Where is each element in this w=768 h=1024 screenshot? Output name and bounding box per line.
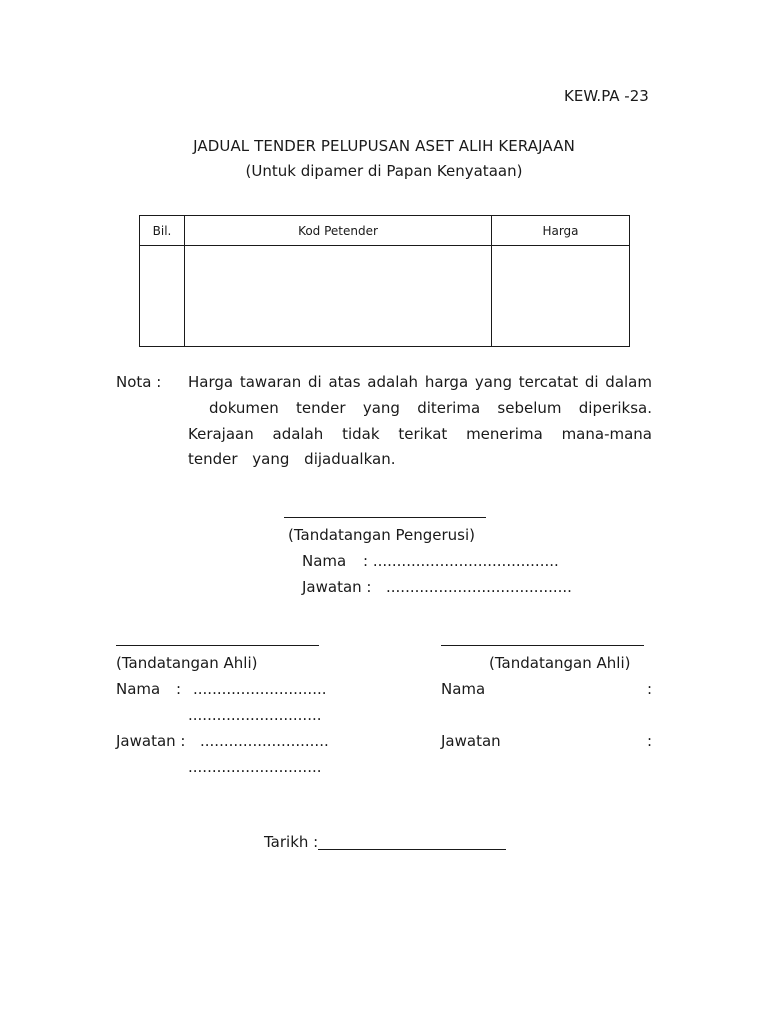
ahli-left-nama-colon: :	[176, 680, 182, 698]
nota-line-4: tender yang dijadualkan.	[188, 450, 396, 468]
document-title: JADUAL TENDER PELUPUSAN ASET ALIH KERAJAAN	[193, 137, 575, 155]
table-row	[140, 246, 630, 347]
ahli-left-nama-field-cont[interactable]: ............................	[188, 706, 322, 724]
ahli-left-jawatan-label: Jawatan :	[116, 732, 186, 750]
signature-line-pengerusi	[284, 517, 486, 518]
form-code: KEW.PA -23	[564, 87, 649, 105]
table-cell-kod-petender[interactable]	[185, 246, 492, 347]
ahli-left-nama-label: Nama	[116, 680, 161, 698]
table-cell-bil[interactable]	[140, 246, 185, 347]
signature-caption-pengerusi: (Tandatangan Pengerusi)	[288, 526, 476, 544]
ahli-left-nama-field[interactable]: ............................	[193, 680, 327, 698]
nota-line-1: Harga tawaran di atas adalah harga yang tercatat di dalam	[188, 373, 652, 391]
column-header-bil: Bil.	[140, 216, 185, 246]
ahli-right-jawatan-colon: :	[647, 732, 653, 750]
pengerusi-nama-field[interactable]: : .......................................	[363, 552, 559, 570]
document-subtitle: (Untuk dipamer di Papan Kenyataan)	[245, 162, 523, 180]
nota-line-3: Kerajaan adalah tidak terikat menerima mana-mana	[188, 425, 652, 443]
ahli-right-jawatan-label: Jawatan	[441, 732, 501, 750]
nota-label: Nota :	[116, 373, 162, 391]
tender-table	[139, 215, 630, 347]
signature-caption-ahli-left: (Tandatangan Ahli)	[116, 654, 258, 672]
column-header-harga: Harga	[492, 216, 630, 246]
ahli-left-jawatan-field-cont[interactable]: ............................	[188, 758, 322, 776]
signature-line-ahli-right	[441, 645, 644, 646]
signature-caption-ahli-right: (Tandatangan Ahli)	[489, 654, 631, 672]
ahli-right-nama-label: Nama	[441, 680, 486, 698]
ahli-left-jawatan-field[interactable]: ...........................	[200, 732, 329, 750]
pengerusi-jawatan-label: Jawatan :	[302, 578, 372, 596]
tarikh-label: Tarikh :	[264, 833, 319, 851]
pengerusi-jawatan-field[interactable]: .......................................	[386, 578, 572, 596]
table-header-row	[140, 216, 630, 246]
nota-line-2: dokumen tender yang diterima sebelum diperiksa.	[209, 399, 652, 417]
ahli-right-nama-colon: :	[647, 680, 653, 698]
signature-line-ahli-left	[116, 645, 319, 646]
table-cell-harga[interactable]	[492, 246, 630, 347]
tarikh-line[interactable]	[318, 849, 506, 850]
column-header-kod-petender: Kod Petender	[185, 216, 492, 246]
pengerusi-nama-label: Nama	[302, 552, 347, 570]
